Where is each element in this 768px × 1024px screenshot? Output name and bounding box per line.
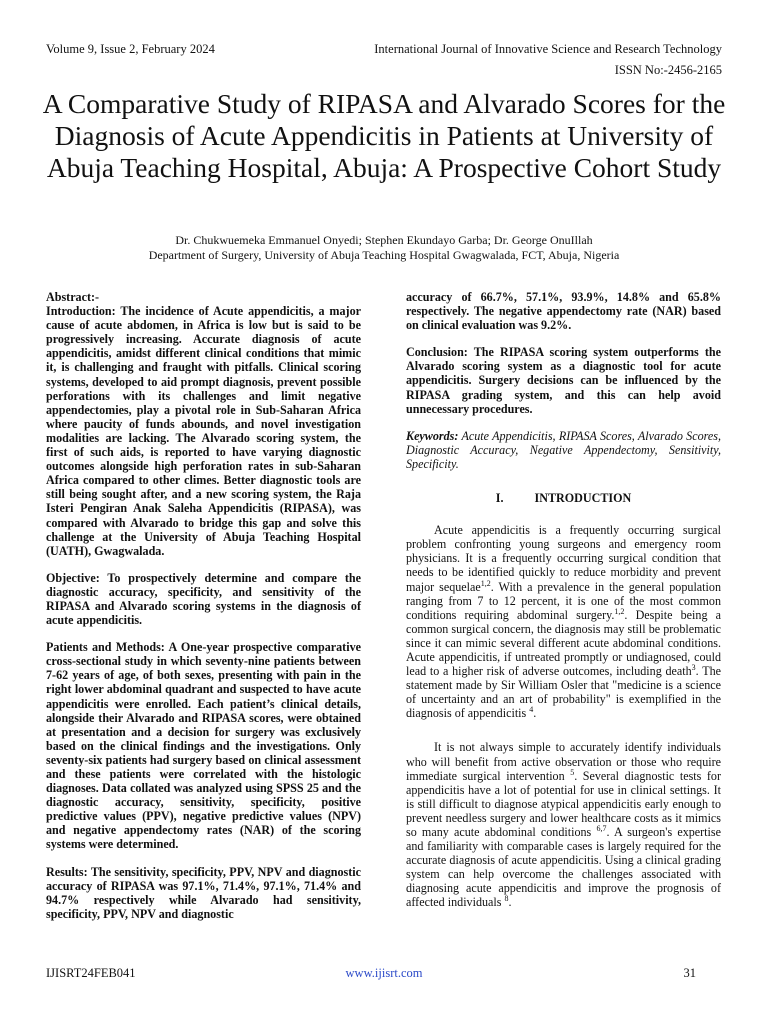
citation: 8 bbox=[504, 894, 509, 904]
keywords bbox=[406, 429, 721, 471]
page-number: 31 bbox=[683, 966, 696, 980]
intro-text: . The statement made by Sir William Osler that "medicine is a science of uncertainty and an art of probability" is exemplified in the diagnosis of appendicitis bbox=[406, 664, 721, 721]
citation: 1,2 bbox=[480, 578, 491, 588]
abstract-introduction: Introduction: The incidence of Acute appendicitis, a major cause of acute abdomen, in Africa is low but is said to be progressively increasing. Accurate diagnosis of acute appendicitis, amidst different clinical conditions that mimic it, is challenging and fraught with pitfalls. Clinical scoring systems, developed to aid prompt diagnosis, prevent possible perforations with its challenges and limit negative appendectomies, play a pivotal role in Sub-Saharan Africa where paucity of funds abounds, and novel investigation modalities are lacking. The Alvarado scoring system, the first of such aids, is reported to have varying diagnostic outcomes alongside high perforation rates in sub-Saharan Africa compared to other climes. Better diagnostic tools are still being sought after, and a new scoring system, the Raja Isteri Pengiran Anak Saleha Appendicitis (RIPASA), was compared with Alvarado to bridge this gap and solve this challenge at the University of Abuja Teaching Hospital (UATH), Gwagwalada. bbox=[46, 304, 361, 558]
intro-text: . bbox=[533, 706, 537, 721]
abstract-objective: Objective: To prospectively determine and compare the diagnostic accuracy, specificity, and sensitivity of the RIPASA and Alvarado scoring systems in the diagnosis of acute appendicitis. bbox=[46, 570, 361, 628]
affiliation: Department of Surgery, University of Abuja Teaching Hospital Gwagwalada, FCT, Abuja, Nigeria bbox=[148, 248, 620, 262]
section-heading bbox=[406, 491, 721, 505]
citation: 4 bbox=[529, 705, 534, 715]
abstract-results: Results: The sensitivity, specificity, PPV, NPV and diagnostic accuracy of RIPASA was 97.1%, 71.4%, 97.1%, 71.4% and 94.7% respectively while Alvarado had sensitivity, specificity, PPV, NPV and diagnostic bbox=[46, 864, 361, 921]
journal-website-link[interactable]: www.ijisrt.com bbox=[345, 966, 423, 980]
volume-issue: Volume 9, Issue 2, February 2024 bbox=[46, 42, 215, 56]
intro-text: Acute appendicitis is a frequently occurring surgical problem confronting young surgeons and emergency room physicians. It is a frequently occurring surgical condition that needs to be identified quickly to reduce morbidity and prevent major sequelae bbox=[406, 523, 721, 594]
keywords-label: Keywords: bbox=[406, 428, 459, 443]
intro-text: It is not always simple to accurately identify individuals who will benefit from active observation or those who require immediate surgical intervention bbox=[406, 740, 721, 783]
author-block bbox=[40, 233, 728, 263]
section-number: I. bbox=[495, 491, 504, 506]
left-column bbox=[46, 290, 361, 934]
citation: 1,2 bbox=[614, 606, 625, 616]
intro-text: . bbox=[508, 895, 512, 910]
journal-name: International Journal of Innovative Science and Research Technology bbox=[374, 42, 722, 56]
citation: 6,7 bbox=[596, 823, 607, 833]
issn: ISSN No:-2456-2165 bbox=[614, 63, 722, 77]
abstract-methods: Patients and Methods: A One-year prospective comparative cross-sectional study in which seventy-nine patients between 7-62 years of age, of both sexes, presenting with pain in the right lower abdominal quadrant and suspected to have acute appendicitis were enrolled. Each patient’s clinical details, alongside their Alvarado and RIPASA scores, were obtained at presentation and a decision for surgery was exclusively based on the clinical findings and the investigations. Only seventy-six patients had surgery based on clinical assessment and these patients were correlated with the histologic diagnoses. Data collated was analyzed using SPSS 25 and the diagnostic accuracy, sensitivity, specificity, positive predictive values (PPV), negative predictive values (NPV) and negative appendectomy rates (NAR) of the scoring systems were determined. bbox=[46, 640, 361, 852]
abstract-heading: Abstract:- bbox=[46, 290, 100, 304]
citation: 3 bbox=[691, 663, 696, 673]
intro-text: . With a prevalence in the general population ranging from 7 to 12 percent, it is one of the most common conditions requiring abdominal surgery. bbox=[406, 579, 721, 622]
intro-text: . Despite being a common surgical concern, the diagnosis may still be problematic since it can mimic several different acute abdominal conditions. Acute appendicitis, if untreated promptly or undiagnosed, could lead to a higher risk of adverse outcomes, including death bbox=[406, 607, 721, 679]
section-title: INTRODUCTION bbox=[534, 491, 632, 506]
paper-title: A Comparative Study of RIPASA and Alvarado Scores for the Diagnosis of Acute Appendicitis in Patients at University of Abuja Teaching Hospital, Abuja: A Prospective Cohort Study bbox=[42, 88, 726, 183]
intro-text: . Several diagnostic tests for appendicitis have a lot of potential for use in clinical settings. It is still difficult to diagnose atypical appendicitis early enough to prevent needless surgery and lower healthcare costs as it mimics so many acute abdominal conditions bbox=[406, 768, 721, 839]
abstract-conclusion: Conclusion: The RIPASA scoring system outperforms the Alvarado scoring system as a diagnostic tool for acute appendicitis. Surgery decisions can be influenced by the RIPASA grading system, and this can help avoid unnecessary procedures. bbox=[406, 345, 721, 416]
right-column bbox=[406, 290, 721, 923]
article-code: IJISRT24FEB041 bbox=[46, 966, 136, 980]
intro-paragraph-1 bbox=[406, 523, 721, 720]
abstract-results-continued: accuracy of 66.7%, 57.1%, 93.9%, 14.8% and 65.8% respectively. The negative appendectomy rate (NAR) based on clinical evaluation was 9.2%. bbox=[406, 290, 721, 333]
citation: 5 bbox=[570, 767, 575, 777]
intro-text: . A surgeon's expertise and familiarity with comparable cases is largely required for the accurate diagnosis of acute appendicitis. Using a clinical grading system can help overcome the challenges associated with diagnosing acute appendicitis and improve the prognosis of affected individuals bbox=[406, 825, 721, 910]
intro-paragraph-2 bbox=[406, 740, 721, 909]
authors: Dr. Chukwuemeka Emmanuel Onyedi; Stephen Ekundayo Garba; Dr. George OnuIllah bbox=[175, 233, 593, 247]
keywords-text: Acute Appendicitis, RIPASA Scores, Alvarado Scores, Diagnostic Accuracy, Negative Appendectomy, Sensitivity, Specificity. bbox=[406, 428, 721, 471]
